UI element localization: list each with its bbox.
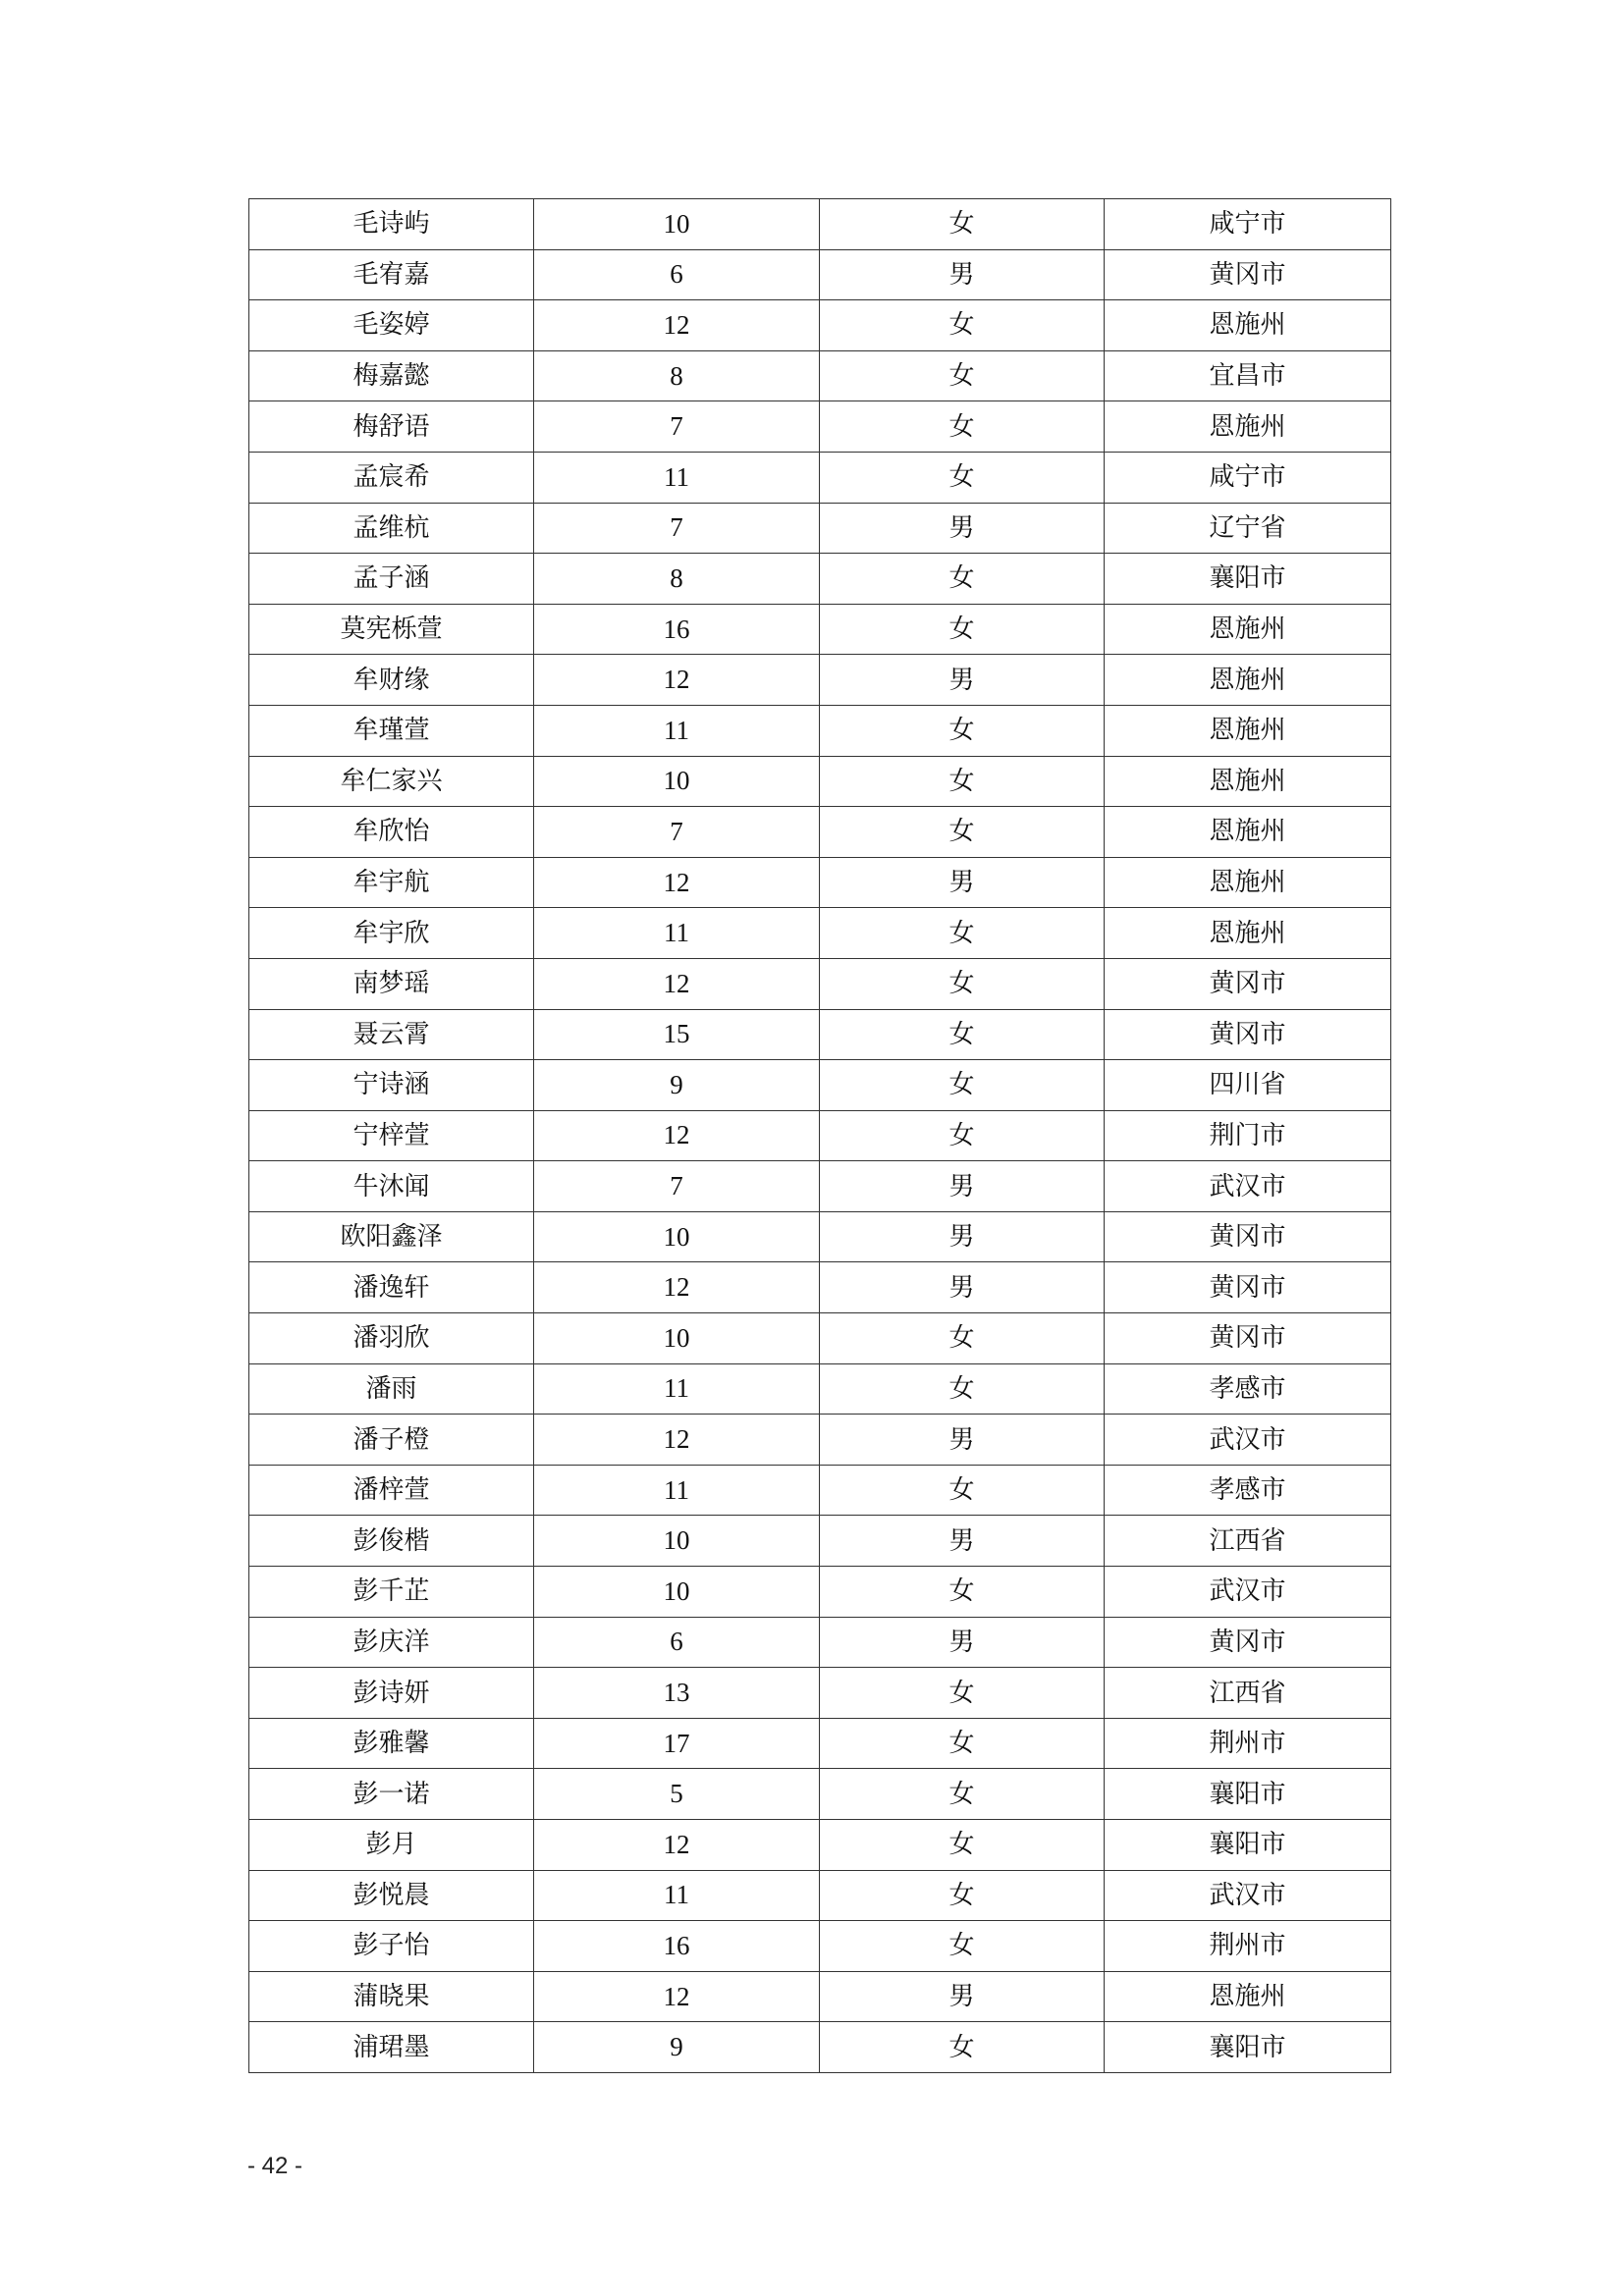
gender-cell: 女: [820, 350, 1105, 401]
table-row: [249, 249, 1391, 300]
age-cell: 12: [534, 1110, 820, 1161]
region-cell: 武汉市: [1105, 1870, 1391, 1921]
gender-cell: 女: [820, 1870, 1105, 1921]
name-cell: 牟宇航: [249, 857, 534, 908]
age-cell: 7: [534, 1161, 820, 1212]
gender-cell: 女: [820, 705, 1105, 756]
gender-cell: 女: [820, 1363, 1105, 1415]
name-cell: 宁诗涵: [249, 1060, 534, 1111]
gender-cell: 女: [820, 1060, 1105, 1111]
region-cell: 辽宁省: [1105, 503, 1391, 554]
region-cell: 襄阳市: [1105, 2022, 1391, 2073]
name-cell: 牟财缘: [249, 655, 534, 706]
table-row: [249, 705, 1391, 756]
gender-cell: 男: [820, 503, 1105, 554]
gender-cell: 男: [820, 1161, 1105, 1212]
name-cell: 潘逸轩: [249, 1262, 534, 1313]
gender-cell: 女: [820, 1009, 1105, 1060]
name-cell: 彭俊楷: [249, 1516, 534, 1567]
gender-cell: 男: [820, 1415, 1105, 1466]
region-cell: 武汉市: [1105, 1161, 1391, 1212]
gender-cell: 男: [820, 1617, 1105, 1668]
gender-cell: 女: [820, 958, 1105, 1009]
table-row: [249, 1161, 1391, 1212]
age-cell: 12: [534, 857, 820, 908]
name-cell: 浦珺墨: [249, 2022, 534, 2073]
name-cell: 彭千芷: [249, 1567, 534, 1618]
table-row: [249, 1820, 1391, 1871]
age-cell: 11: [534, 452, 820, 503]
age-cell: 10: [534, 199, 820, 250]
table-row: [249, 503, 1391, 554]
name-cell: 潘子橙: [249, 1415, 534, 1466]
name-cell: 南梦瑶: [249, 958, 534, 1009]
roster-table: [248, 198, 1391, 2073]
table-row: [249, 1009, 1391, 1060]
table-row: [249, 1415, 1391, 1466]
name-cell: 彭庆洋: [249, 1617, 534, 1668]
name-cell: 潘雨: [249, 1363, 534, 1415]
name-cell: 彭悦晨: [249, 1870, 534, 1921]
region-cell: 恩施州: [1105, 756, 1391, 807]
gender-cell: 女: [820, 604, 1105, 655]
age-cell: 5: [534, 1769, 820, 1820]
name-cell: 牟欣怡: [249, 807, 534, 858]
age-cell: 12: [534, 655, 820, 706]
table-row: [249, 756, 1391, 807]
name-cell: 孟宸希: [249, 452, 534, 503]
gender-cell: 男: [820, 1516, 1105, 1567]
gender-cell: 女: [820, 300, 1105, 351]
age-cell: 13: [534, 1668, 820, 1719]
table-row: [249, 401, 1391, 453]
table-row: [249, 1617, 1391, 1668]
age-cell: 16: [534, 1921, 820, 1972]
age-cell: 6: [534, 249, 820, 300]
age-cell: 17: [534, 1718, 820, 1769]
name-cell: 孟维杭: [249, 503, 534, 554]
gender-cell: 女: [820, 756, 1105, 807]
table-row: [249, 554, 1391, 605]
gender-cell: 女: [820, 1668, 1105, 1719]
region-cell: 江西省: [1105, 1668, 1391, 1719]
age-cell: 11: [534, 1465, 820, 1516]
name-cell: 潘梓萱: [249, 1465, 534, 1516]
gender-cell: 男: [820, 1262, 1105, 1313]
table-row: [249, 199, 1391, 250]
gender-cell: 女: [820, 807, 1105, 858]
age-cell: 12: [534, 300, 820, 351]
region-cell: 黄冈市: [1105, 1313, 1391, 1364]
table-row: [249, 1060, 1391, 1111]
table-row: [249, 300, 1391, 351]
table-row: [249, 604, 1391, 655]
table-row: [249, 1971, 1391, 2022]
name-cell: 潘羽欣: [249, 1313, 534, 1364]
name-cell: 牟宇欣: [249, 908, 534, 959]
table-row: [249, 1718, 1391, 1769]
table-row: [249, 1921, 1391, 1972]
name-cell: 毛宥嘉: [249, 249, 534, 300]
age-cell: 12: [534, 1415, 820, 1466]
name-cell: 彭月: [249, 1820, 534, 1871]
roster-table-body: [249, 199, 1391, 2073]
region-cell: 武汉市: [1105, 1567, 1391, 1618]
region-cell: 黄冈市: [1105, 249, 1391, 300]
age-cell: 7: [534, 401, 820, 453]
region-cell: 黄冈市: [1105, 1617, 1391, 1668]
gender-cell: 女: [820, 401, 1105, 453]
age-cell: 11: [534, 1363, 820, 1415]
table-row: [249, 1211, 1391, 1262]
region-cell: 孝感市: [1105, 1465, 1391, 1516]
gender-cell: 女: [820, 1110, 1105, 1161]
name-cell: 孟子涵: [249, 554, 534, 605]
region-cell: 黄冈市: [1105, 958, 1391, 1009]
gender-cell: 男: [820, 1971, 1105, 2022]
gender-cell: 女: [820, 1921, 1105, 1972]
name-cell: 蒲晓果: [249, 1971, 534, 2022]
gender-cell: 女: [820, 1465, 1105, 1516]
region-cell: 荆州市: [1105, 1718, 1391, 1769]
gender-cell: 男: [820, 1211, 1105, 1262]
age-cell: 10: [534, 1567, 820, 1618]
gender-cell: 女: [820, 908, 1105, 959]
gender-cell: 女: [820, 1820, 1105, 1871]
gender-cell: 女: [820, 199, 1105, 250]
age-cell: 10: [534, 1516, 820, 1567]
region-cell: 恩施州: [1105, 1971, 1391, 2022]
age-cell: 12: [534, 1971, 820, 2022]
region-cell: 黄冈市: [1105, 1211, 1391, 1262]
gender-cell: 女: [820, 554, 1105, 605]
name-cell: 毛诗屿: [249, 199, 534, 250]
region-cell: 孝感市: [1105, 1363, 1391, 1415]
region-cell: 襄阳市: [1105, 1769, 1391, 1820]
gender-cell: 男: [820, 857, 1105, 908]
age-cell: 11: [534, 705, 820, 756]
gender-cell: 女: [820, 2022, 1105, 2073]
name-cell: 聂云霄: [249, 1009, 534, 1060]
region-cell: 恩施州: [1105, 705, 1391, 756]
name-cell: 梅嘉懿: [249, 350, 534, 401]
age-cell: 9: [534, 1060, 820, 1111]
gender-cell: 女: [820, 1718, 1105, 1769]
region-cell: 襄阳市: [1105, 1820, 1391, 1871]
table-row: [249, 1465, 1391, 1516]
age-cell: 15: [534, 1009, 820, 1060]
table-row: [249, 1262, 1391, 1313]
region-cell: 黄冈市: [1105, 1009, 1391, 1060]
name-cell: 莫宪栎萱: [249, 604, 534, 655]
age-cell: 16: [534, 604, 820, 655]
name-cell: 彭诗妍: [249, 1668, 534, 1719]
region-cell: 荆州市: [1105, 1921, 1391, 1972]
name-cell: 牟瑾萱: [249, 705, 534, 756]
region-cell: 恩施州: [1105, 300, 1391, 351]
region-cell: 恩施州: [1105, 908, 1391, 959]
age-cell: 10: [534, 756, 820, 807]
name-cell: 牛沐闻: [249, 1161, 534, 1212]
name-cell: 梅舒语: [249, 401, 534, 453]
region-cell: 荆门市: [1105, 1110, 1391, 1161]
page-number: - 42 -: [247, 2153, 303, 2179]
age-cell: 7: [534, 807, 820, 858]
age-cell: 7: [534, 503, 820, 554]
age-cell: 12: [534, 1820, 820, 1871]
table-row: [249, 807, 1391, 858]
name-cell: 牟仁家兴: [249, 756, 534, 807]
name-cell: 毛姿婷: [249, 300, 534, 351]
gender-cell: 男: [820, 655, 1105, 706]
table-row: [249, 452, 1391, 503]
name-cell: 彭一诺: [249, 1769, 534, 1820]
name-cell: 彭雅馨: [249, 1718, 534, 1769]
table-row: [249, 1363, 1391, 1415]
table-row: [249, 1516, 1391, 1567]
gender-cell: 女: [820, 1567, 1105, 1618]
region-cell: 咸宁市: [1105, 199, 1391, 250]
name-cell: 欧阳鑫泽: [249, 1211, 534, 1262]
region-cell: 咸宁市: [1105, 452, 1391, 503]
gender-cell: 女: [820, 1769, 1105, 1820]
age-cell: 10: [534, 1211, 820, 1262]
region-cell: 四川省: [1105, 1060, 1391, 1111]
table-row: [249, 350, 1391, 401]
table-row: [249, 655, 1391, 706]
gender-cell: 男: [820, 249, 1105, 300]
table-row: [249, 857, 1391, 908]
region-cell: 宜昌市: [1105, 350, 1391, 401]
name-cell: 彭子怡: [249, 1921, 534, 1972]
table-row: [249, 1313, 1391, 1364]
region-cell: 恩施州: [1105, 604, 1391, 655]
age-cell: 11: [534, 908, 820, 959]
age-cell: 8: [534, 350, 820, 401]
table-row: [249, 1567, 1391, 1618]
gender-cell: 女: [820, 452, 1105, 503]
region-cell: 恩施州: [1105, 655, 1391, 706]
age-cell: 11: [534, 1870, 820, 1921]
table-row: [249, 1870, 1391, 1921]
table-row: [249, 1668, 1391, 1719]
age-cell: 10: [534, 1313, 820, 1364]
age-cell: 12: [534, 1262, 820, 1313]
region-cell: 恩施州: [1105, 857, 1391, 908]
region-cell: 武汉市: [1105, 1415, 1391, 1466]
table-row: [249, 958, 1391, 1009]
region-cell: 江西省: [1105, 1516, 1391, 1567]
age-cell: 9: [534, 2022, 820, 2073]
gender-cell: 女: [820, 1313, 1105, 1364]
region-cell: 襄阳市: [1105, 554, 1391, 605]
region-cell: 恩施州: [1105, 807, 1391, 858]
age-cell: 8: [534, 554, 820, 605]
region-cell: 恩施州: [1105, 401, 1391, 453]
table-row: [249, 2022, 1391, 2073]
age-cell: 12: [534, 958, 820, 1009]
table-row: [249, 908, 1391, 959]
age-cell: 6: [534, 1617, 820, 1668]
table-row: [249, 1110, 1391, 1161]
name-cell: 宁梓萱: [249, 1110, 534, 1161]
table-row: [249, 1769, 1391, 1820]
region-cell: 黄冈市: [1105, 1262, 1391, 1313]
